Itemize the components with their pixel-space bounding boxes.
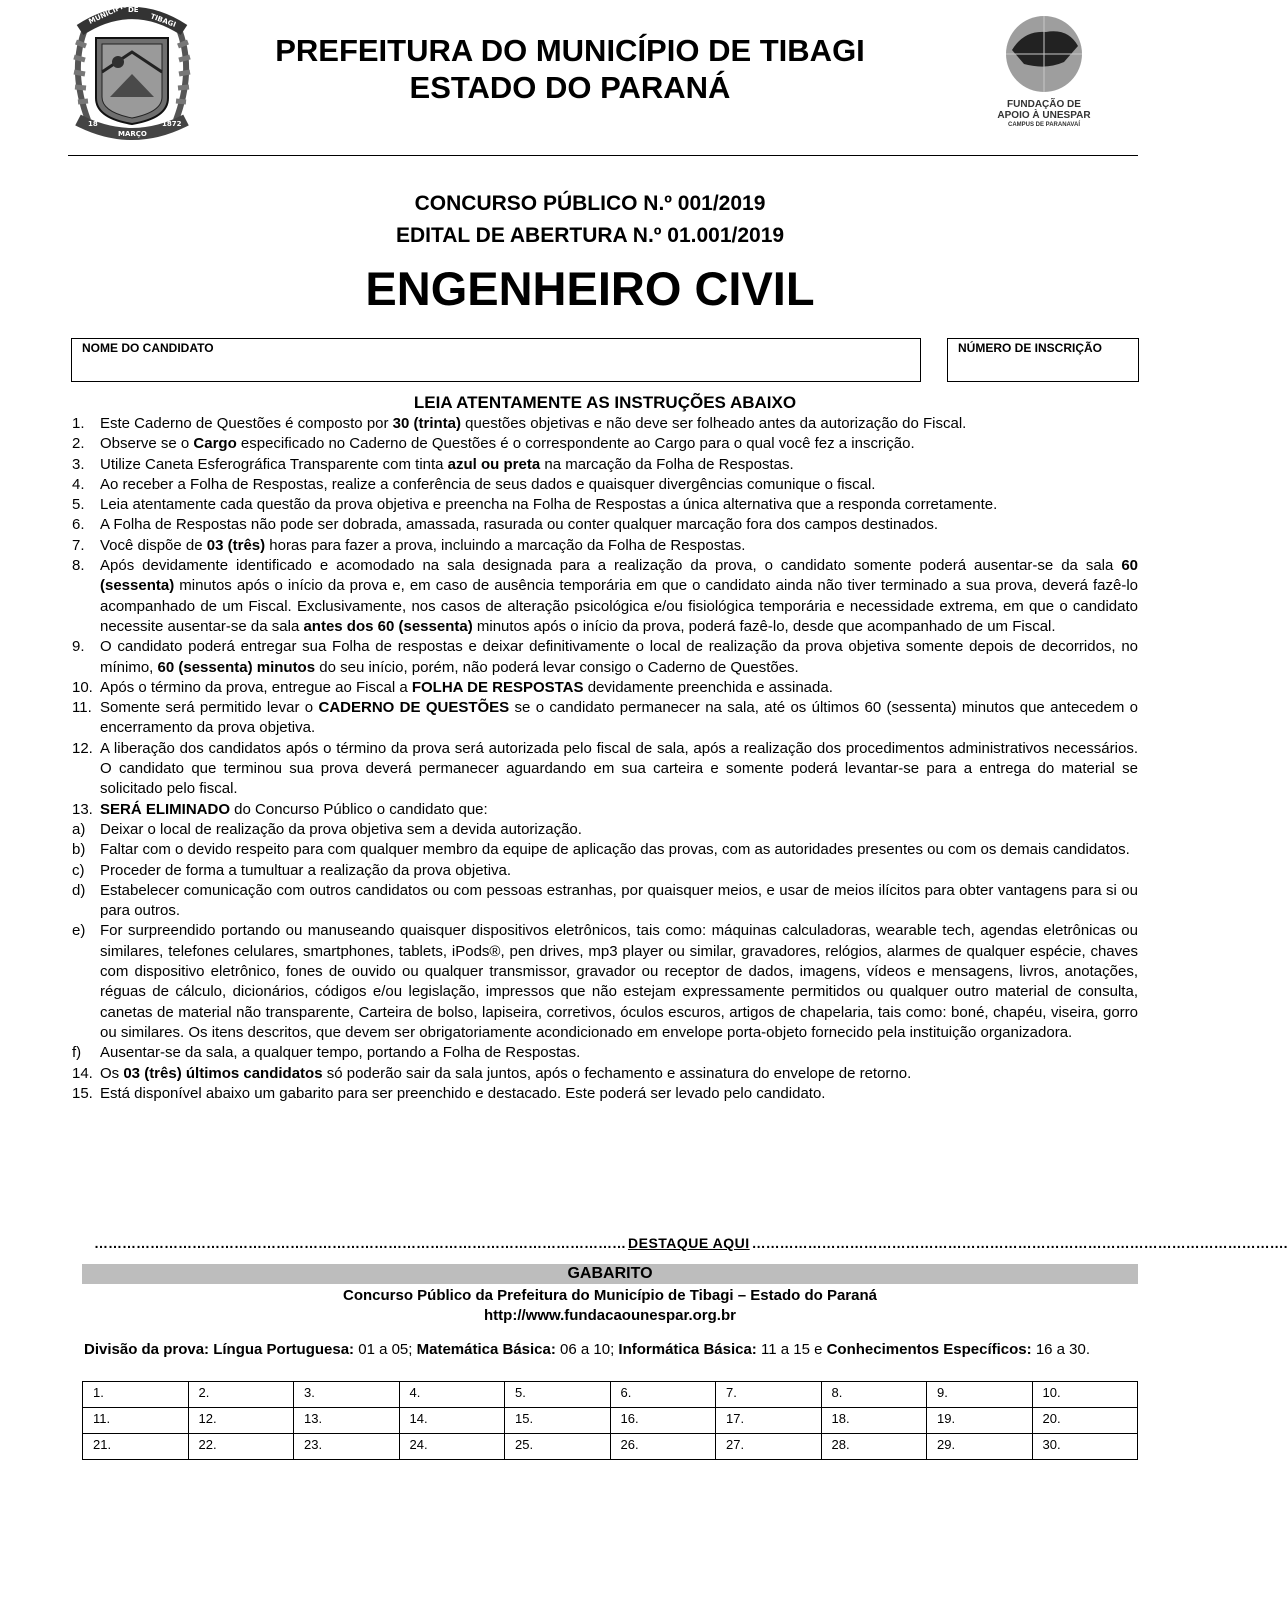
gabarito-url: http://www.fundacaounespar.org.br (484, 1307, 736, 1324)
header-divider (68, 155, 1138, 156)
crest-ribbon-mid-text: DE (128, 6, 139, 14)
gabarito-subtitle: Concurso Público da Prefeitura do Município de Tibagi – Estado do Paraná (343, 1287, 877, 1304)
instruction-segment: Leia atentamente cada questão da prova objetiva e preencha na Folha de Respostas a única alternativa que a responda corretamente. (100, 496, 998, 514)
answer-cell[interactable]: 9. (927, 1382, 1033, 1408)
instruction-segment: Somente será permitido levar o (100, 699, 319, 717)
instruction-item (72, 455, 1138, 475)
instruction-segment: Os (100, 1064, 124, 1082)
instruction-item (72, 1084, 1138, 1104)
answer-cell[interactable]: 29. (927, 1434, 1033, 1460)
answer-cell[interactable]: 21. (83, 1434, 189, 1460)
instruction-segment: O candidato poderá entregar sua Folha de respostas e deixar definitivamente o local de realização da prova objetiva somente depois de decorridos, no mínimo, (100, 638, 1138, 676)
answer-cell[interactable]: 18. (821, 1408, 927, 1434)
instruction-number: 7. (72, 536, 85, 554)
answer-cell[interactable]: 11. (83, 1408, 189, 1434)
instruction-segment: Você dispõe de (100, 536, 207, 554)
answer-cell[interactable]: 16. (610, 1408, 716, 1434)
answer-row (83, 1382, 1138, 1408)
answer-cell[interactable]: 2. (188, 1382, 294, 1408)
answer-cell[interactable]: 10. (1032, 1382, 1138, 1408)
instruction-text (100, 861, 1138, 881)
instruction-item (72, 820, 1138, 840)
answer-cell[interactable]: 27. (716, 1434, 822, 1460)
answer-row (83, 1408, 1138, 1434)
answer-cell[interactable]: 26. (610, 1434, 716, 1460)
answer-cell[interactable]: 30. (1032, 1434, 1138, 1460)
instruction-segment: Observe se o (100, 435, 194, 453)
instruction-segment: Ao receber a Folha de Respostas, realize a conferência de seus dados e quaisquer divergências comunique o fiscal. (100, 475, 876, 493)
crest-month-text: MARÇO (118, 130, 147, 138)
instruction-text (100, 414, 1138, 434)
instruction-item (72, 515, 1138, 535)
instruction-item (72, 861, 1138, 881)
answer-cell[interactable]: 23. (294, 1434, 400, 1460)
instruction-item (72, 800, 1138, 820)
instruction-emphasis: 60 (sessenta) (100, 557, 1138, 595)
instruction-text (100, 698, 1138, 739)
division-inf-range: 11 a 15 e (756, 1341, 827, 1358)
cut-dots-left: …………………………………………………………………………………………………… (94, 1235, 626, 1251)
instruction-item (72, 475, 1138, 495)
instruction-item (72, 637, 1138, 678)
instruction-segment: horas para fazer a prova, incluindo a marcação da Folha de Respostas. (265, 536, 746, 554)
instruction-segment: Após devidamente identificado e acomodado na sala designada para a realização da prova, o candidato somente poderá ausentar-se da sala (100, 557, 1122, 575)
instruction-emphasis: 03 (três) últimos candidatos (123, 1064, 323, 1082)
instruction-number: 9. (72, 638, 85, 656)
instruction-text (100, 881, 1138, 922)
instruction-emphasis: 03 (três) (206, 536, 266, 554)
instruction-segment: Este Caderno de Questões é composto por (100, 415, 393, 432)
instruction-number: 8. (72, 557, 85, 575)
division-lp-range: 01 a 05; (354, 1341, 417, 1358)
instruction-emphasis: antes dos 60 (sessenta) (303, 617, 473, 635)
crest-ribbon-left-text: MUNICÍPIO (87, 0, 130, 26)
instruction-number: c) (72, 861, 85, 879)
answer-cell[interactable]: 1. (83, 1382, 189, 1408)
instruction-text (100, 739, 1138, 800)
registration-number-field[interactable] (947, 338, 1139, 382)
instruction-number: 11. (72, 699, 92, 717)
instruction-number: e) (72, 922, 86, 940)
candidate-name-label: NOME DO CANDIDATO (82, 341, 214, 355)
instruction-number: 6. (72, 516, 85, 534)
answer-cell[interactable]: 25. (505, 1434, 611, 1460)
instruction-segment: Faltar com o devido respeito para com qualquer membro da equipe de aplicação das provas, com as autoridades presentes ou com os demais candidatos. (100, 841, 1130, 859)
gabarito-title: GABARITO (82, 1264, 1138, 1284)
answer-cell[interactable]: 8. (821, 1382, 927, 1408)
instruction-segment: Após o término da prova, entregue ao Fiscal a (100, 678, 412, 696)
logo-line3: CAMPUS DE PARANAVAÍ (1007, 122, 1080, 128)
instruction-number: a) (72, 820, 86, 838)
edital-title: EDITAL DE ABERTURA N.º 01.001/2019 (395, 224, 785, 247)
instructions-heading: LEIA ATENTAMENTE AS INSTRUÇÕES ABAIXO (413, 393, 797, 412)
instruction-text (100, 1043, 1138, 1063)
cut-line (94, 1235, 1288, 1251)
instruction-item (72, 881, 1138, 922)
candidate-name-field[interactable] (71, 338, 921, 382)
instruction-segment: especificado no Caderno de Questões é o correspondente ao Cargo para o qual você fez a inscrição. (236, 435, 915, 453)
instruction-number: d) (72, 881, 86, 899)
answer-cell[interactable]: 13. (294, 1408, 400, 1434)
municipal-crest-logo (66, 2, 198, 142)
instruction-emphasis: Cargo (193, 435, 237, 453)
instruction-number: 1. (72, 415, 85, 432)
instruction-number: 4. (72, 475, 85, 493)
logo-line1: FUNDAÇÃO DE (1007, 99, 1081, 110)
answer-cell[interactable]: 4. (399, 1382, 505, 1408)
instruction-text (100, 455, 1138, 475)
answer-cell[interactable]: 20. (1032, 1408, 1138, 1434)
instruction-item (72, 1043, 1138, 1063)
instruction-emphasis: CADERNO DE QUESTÕES (318, 699, 510, 717)
instruction-number: b) (72, 841, 86, 859)
instruction-segment: se o candidato permanecer na sala, até os últimos 60 (sessenta) minutos que antecedem o encerramento da prova objetiva. (100, 699, 1139, 737)
division-lp-label: Língua Portuguesa: (213, 1341, 355, 1358)
instruction-segment: devidamente preenchida e assinada. (583, 678, 833, 696)
instruction-text (100, 1064, 1138, 1084)
answer-cell[interactable]: 17. (716, 1408, 822, 1434)
instruction-emphasis: 60 (sessenta) minutos (157, 658, 316, 676)
instruction-number: 14. (72, 1064, 93, 1082)
instruction-item (72, 678, 1138, 698)
instruction-segment: For surpreendido portando ou manuseando quaisquer dispositivos eletrônicos, tais como: máquinas calculadoras, wearable tech, agendas eletrônicas ou similares, telefones celulares, smartphones, tablets, iPods®, pen drives, mp3 player ou similar, gravadores, relógios, alarmes de qualquer espécie, chaves com dispositivo eletrônico, fones de ouvido ou qualquer transmissor, gravador ou receptor de dados, imagens, vídeos e mensagens, livros, anotações, réguas de cálculo, dicionários, códigos e/ou legislação, impressos que não estejam expressamente permitidos ou qualquer outro material de consulta, canetas de material não transparente, Carteira de bolso, lapiseira, corretivos, óculos escuros, artigos de chapelaria, tais como: boné, chapéu, viseira, gorro ou similares. Os itens descritos, que devem ser obrigatoriamente acondicionado em envelope porta-objeto fornecido pela instituição organizadora. (100, 922, 1138, 1041)
division-text (84, 1340, 1138, 1359)
instruction-text (100, 678, 1138, 698)
answer-cell[interactable]: 14. (399, 1408, 505, 1434)
instruction-item (72, 495, 1138, 515)
instruction-segment: Proceder de forma a tumultuar a realização da prova objetiva. (100, 861, 512, 879)
cut-dots-right: ……………………………………………………………………………………………………. (751, 1235, 1288, 1251)
instruction-item (72, 739, 1138, 800)
cut-label: DESTAQUE AQUI (628, 1235, 750, 1251)
instruction-text (100, 800, 1138, 820)
instruction-text (100, 921, 1138, 1043)
instruction-segment: Estabelecer comunicação com outros candidatos ou com pessoas estranhas, por quaisquer meios, e usar de meios ilícitos para obter vantagens para si ou para outros. (100, 881, 1138, 920)
instruction-number: 5. (72, 496, 85, 514)
instruction-text (100, 1084, 1138, 1104)
answer-cell[interactable]: 3. (294, 1382, 400, 1408)
instruction-emphasis: FOLHA DE RESPOSTAS (411, 678, 584, 696)
division-ce-range: 16 a 30. (1031, 1341, 1091, 1358)
answer-grid (82, 1381, 1138, 1460)
instruction-segment: questões objetivas e não deve ser folheado antes da autorização do Fiscal. (461, 415, 967, 432)
instruction-number: 2. (72, 435, 85, 453)
answer-row (83, 1434, 1138, 1460)
answer-cell[interactable]: 15. (505, 1408, 611, 1434)
division-inf-label: Informática Básica: (618, 1341, 757, 1358)
answer-cell[interactable]: 6. (610, 1382, 716, 1408)
instruction-number: 12. (72, 739, 93, 757)
division-ce-label: Conhecimentos Específicos: (826, 1341, 1032, 1358)
concurso-title: CONCURSO PÚBLICO N.º 001/2019 (414, 192, 766, 215)
instruction-number: 15. (72, 1084, 93, 1102)
instruction-segment: Ausentar-se da sala, a qualquer tempo, portando a Folha de Respostas. (100, 1044, 581, 1062)
registration-number-label: NÚMERO DE INSCRIÇÃO (958, 341, 1103, 355)
instruction-item (72, 1064, 1138, 1084)
instruction-number: f) (72, 1044, 82, 1062)
instruction-emphasis: azul ou preta (447, 455, 541, 473)
instruction-item (72, 840, 1138, 860)
instructions-list (72, 414, 1138, 1104)
answer-cell[interactable]: 7. (716, 1382, 822, 1408)
crest-year-text: 1872 (162, 120, 182, 128)
instruction-item (72, 921, 1138, 1043)
answer-cell[interactable]: 24. (399, 1434, 505, 1460)
division-label: Divisão da prova: (84, 1341, 210, 1358)
instruction-item (72, 556, 1138, 637)
answer-cell[interactable]: 19. (927, 1408, 1033, 1434)
answer-cell[interactable]: 28. (821, 1434, 927, 1460)
instruction-text (100, 637, 1138, 678)
instruction-segment: na marcação da Folha de Respostas. (540, 455, 794, 473)
instruction-segment: A Folha de Respostas não pode ser dobrada, amassada, rasurada ou conter qualquer marcação fora dos campos destinados. (100, 516, 939, 534)
instruction-segment: minutos após o início da prova, poderá fazê-lo, desde que acompanhado de um Fiscal. (472, 617, 1056, 635)
instruction-segment: A liberação dos candidatos após o término da prova será autorizada pelo fiscal de sala, após a realização dos procedimentos administrativos necessários. O candidato que terminou sua prova deverá permanecer aguardando em sua carteira e somente poderá levantar-se para a entrega do material se solicitado pelo fiscal. (100, 739, 1138, 798)
instruction-text (100, 475, 1138, 495)
answer-cell[interactable]: 22. (188, 1434, 294, 1460)
answer-cell[interactable]: 12. (188, 1408, 294, 1434)
instruction-segment: do seu início, porém, não poderá levar consigo o Caderno de Questões. (315, 658, 799, 676)
instruction-number: 10. (72, 678, 93, 696)
instruction-segment: minutos após o início da prova e, em caso de ausência temporária em que o candidato ainda não tiver terminado a sua prova, deverá fazê-lo acompanhado de um Fiscal. Exclusivamente, nos casos de alteração psicológica e/ou fisiológica temporária e necessidade extrema, em que o candidato necessite ausentar-se da sala (100, 577, 1138, 635)
instruction-item (72, 434, 1138, 454)
instruction-segment: do Concurso Público o candidato que: (230, 800, 488, 818)
header-title-line2: ESTADO DO PARANÁ (409, 70, 731, 105)
instruction-text (100, 515, 1138, 535)
instruction-item (72, 698, 1138, 739)
instruction-text (100, 536, 1138, 556)
instruction-number: 3. (72, 455, 85, 473)
instruction-text (100, 434, 1138, 454)
instruction-segment: Está disponível abaixo um gabarito para ser preenchido e destacado. Este poderá ser levado pelo candidato. (100, 1084, 826, 1102)
division-mat-label: Matemática Básica: (416, 1341, 556, 1358)
instruction-number: 13. (72, 800, 93, 818)
instruction-segment: Utilize Caneta Esferográfica Transparente com tinta (100, 455, 448, 473)
crest-day-text: 18 (88, 120, 98, 128)
instruction-item (72, 414, 1138, 434)
logo-line2: APOIO À UNESPAR (997, 110, 1091, 121)
instruction-emphasis: 30 (trinta) (392, 415, 462, 432)
instruction-item (72, 536, 1138, 556)
division-mat-range: 06 a 10; (555, 1341, 619, 1358)
fundacao-logo (994, 10, 1094, 136)
crest-ribbon-right-text: TIBAGI (149, 12, 177, 29)
cargo-title: ENGENHEIRO CIVIL (365, 262, 815, 315)
instruction-segment: Deixar o local de realização da prova objetiva sem a devida autorização. (100, 820, 582, 838)
header-title-line1: PREFEITURA DO MUNICÍPIO DE TIBAGI (275, 33, 865, 68)
answer-cell[interactable]: 5. (505, 1382, 611, 1408)
instruction-segment: só poderão sair da sala juntos, após o fechamento e assinatura do envelope de retorno. (322, 1064, 912, 1082)
instruction-text (100, 556, 1138, 637)
instruction-text (100, 820, 1138, 840)
instruction-text (100, 840, 1138, 860)
instruction-emphasis: SERÁ ELIMINADO (100, 800, 231, 818)
instruction-text (100, 495, 1138, 515)
